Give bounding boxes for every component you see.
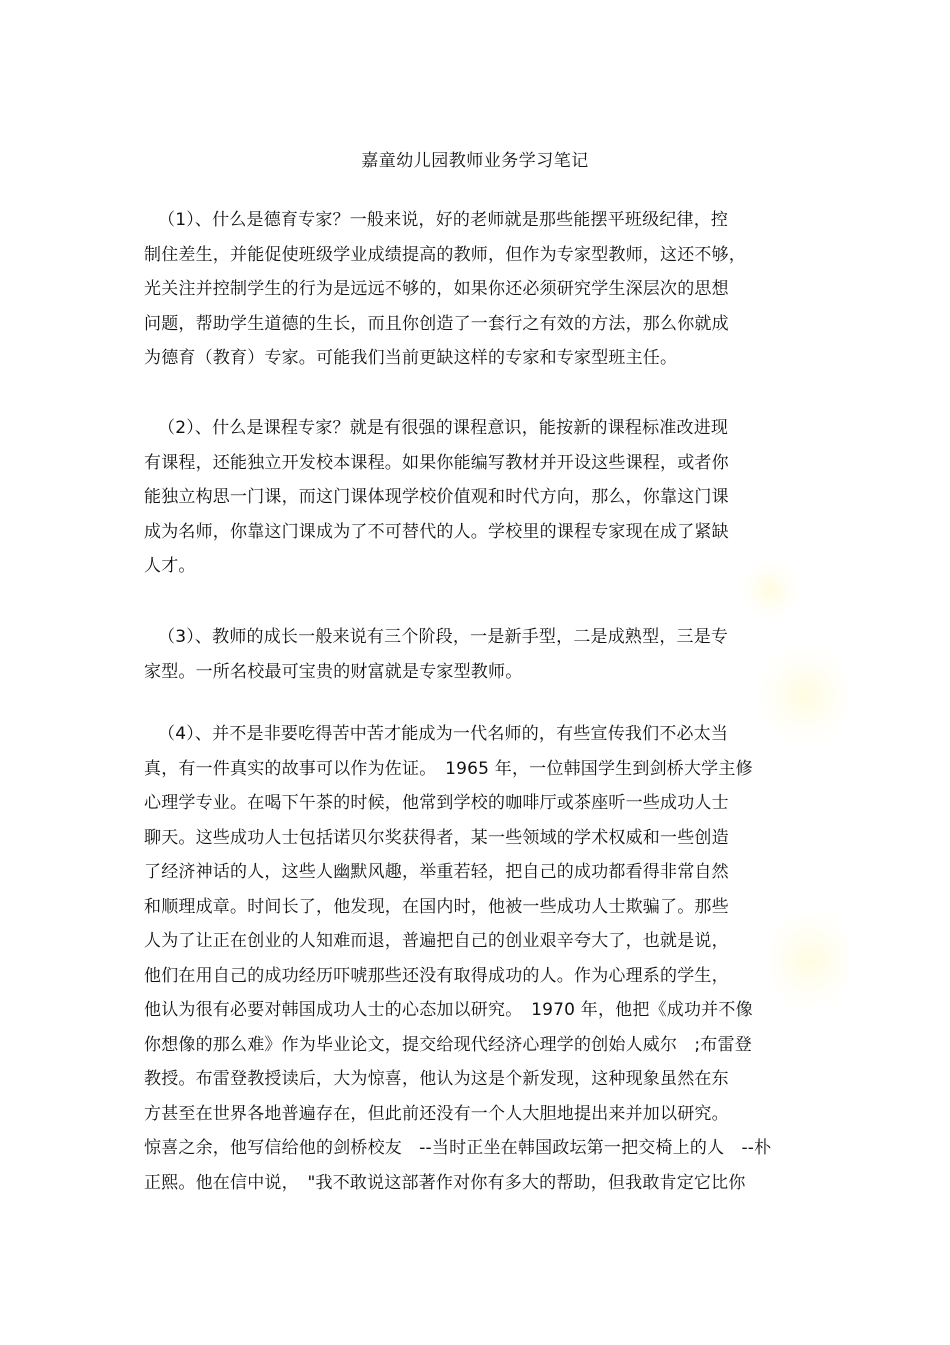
paragraph-line: 教授。布雷登教授读后，大为惊喜，他认为这是个新发现，这种现象虽然在东 [144, 1069, 729, 1089]
paragraph-line: （2）、什么是课程专家？就是有很强的课程意识，能按新的课程标准改进现 [158, 418, 729, 438]
paragraph-line: 成为名师，你靠这门课成为了不可替代的人。学校里的课程专家现在成了紧缺 [144, 521, 729, 542]
paragraph-1 [144, 203, 824, 376]
paragraph-line: 为德育（教育）专家。可能我们当前更缺这样的专家和专家型班主任。 [144, 348, 678, 368]
paragraph-line: （1）、什么是德育专家？一般来说，好的老师就是那些能摆平班级纪律，控 [158, 210, 729, 230]
paragraph-line: 他们在用自己的成功经历吓唬那些还没有取得成功的人。作为心理系的学生， [144, 965, 729, 986]
paragraph-line: 真，有一件真实的故事可以作为佐证。 1965 年，一位韩国学生到剑桥大学主修 [144, 758, 753, 779]
paragraph-line: 和顺理成章。时间长了，他发现，在国内时，他被一些成功人士欺骗了。那些 [144, 896, 729, 917]
paragraph-3 [144, 620, 824, 689]
paragraph-line: 心理学专业。在喝下午茶的时候，他常到学校的咖啡厅或茶座听一些成功人士 [144, 793, 729, 813]
paragraph-line: 你想像的那么难》作为毕业论文，提交给现代经济心理学的创始人威尔 ;布雷登 [144, 1034, 752, 1055]
paragraph-line: 惊喜之余，他写信给他的剑桥校友 --当时正坐在韩国政坛第一把交椅上的人 --朴 [144, 1138, 772, 1158]
paragraph-line: 人才。 [144, 556, 196, 576]
paragraph-line: 方甚至在世界各地普遍存在，但此前还没有一个人大胆地提出来并加以研究。 [144, 1103, 729, 1124]
paragraph-line: 光关注并控制学生的行为是远远不够的，如果你还必须研究学生深层次的思想 [144, 279, 729, 299]
paragraph-line: 正熙。他在信中说， "我不敢说这部著作对你有多大的帮助，但我敢肯定它比你 [144, 1172, 746, 1193]
paragraph-line: 有课程，还能独立开发校本课程。如果你能编写教材并开设这些课程，或者你 [144, 452, 729, 473]
paragraph-line: 了经济神话的人，这些人幽默风趣，举重若轻，把自己的成功都看得非常自然 [144, 862, 729, 882]
paragraph-line: 他认为很有必要对韩国成功人士的心态加以研究。 1970 年，他把《成功并不像 [144, 1000, 753, 1020]
paragraph-line: 能独立构思一门课，而这门课体现学校价值观和时代方向，那么，你靠这门课 [144, 487, 729, 507]
paragraph-line: 人为了让正在创业的人知难而退，普遍把自己的创业艰辛夸大了，也就是说， [144, 931, 729, 951]
paragraph-line: 问题，帮助学生道德的生长，而且你创造了一套行之有效的方法，那么你就成 [144, 313, 729, 334]
paragraph-line: （4）、并不是非要吃得苦中苦才能成为一代名师的，有些宣传我们不必太当 [158, 724, 729, 744]
paragraph-line: 聊天。这些成功人士包括诺贝尔奖获得者，某一些领域的学术权威和一些创造 [144, 827, 729, 848]
document-title: 嘉童幼儿园教师业务学习笔记 [361, 151, 589, 171]
paragraph-4 [144, 717, 824, 1200]
paragraph-2 [144, 411, 824, 584]
paragraph-line: 制住差生，并能促使班级学业成绩提高的教师，但作为专家型教师，这还不够， [144, 244, 746, 265]
paragraph-line: （3）、教师的成长一般来说有三个阶段，一是新手型，二是成熟型，三是专 [158, 627, 729, 647]
paragraph-line: 家型。一所名校最可宝贵的财富就是专家型教师。 [144, 661, 523, 682]
